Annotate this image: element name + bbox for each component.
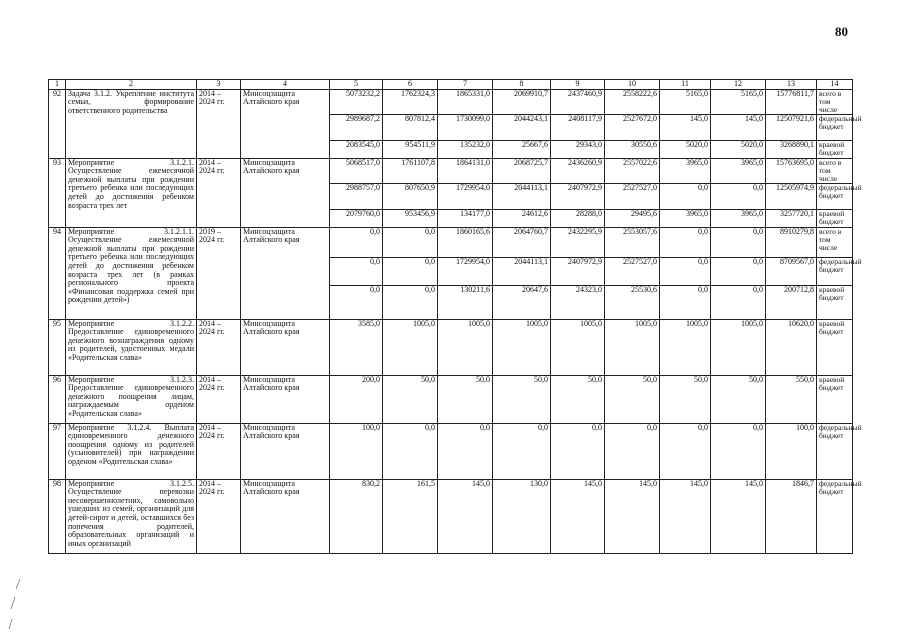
funding-value: 5020,0 <box>660 141 711 158</box>
activity-name: Мероприятие 3.1.2.3. Предоставление единовременного денежного поощрения лицам, награждаемым орденом «Родительская слава» <box>66 375 197 423</box>
funding-value: 161,5 <box>383 479 438 553</box>
funding-value: 0,0 <box>660 227 711 257</box>
funding-value: 2527672,0 <box>605 115 660 141</box>
activity-period: 2019 – 2024 гг. <box>197 227 241 319</box>
funding-value: 200,0 <box>330 375 383 423</box>
funding-value: 3268890,1 <box>766 141 817 158</box>
column-number-row <box>49 80 853 90</box>
funding-value: 5165,0 <box>660 89 711 115</box>
table-row <box>49 423 853 479</box>
funding-value: 100,0 <box>330 423 383 479</box>
funding-value: 3965,0 <box>660 158 711 184</box>
page-number: 80 <box>835 24 848 39</box>
funding-value: 50,0 <box>605 375 660 423</box>
funding-value: 2079760,0 <box>330 210 383 227</box>
funding-value: 50,0 <box>438 375 493 423</box>
activity-name: Мероприятие 3.1.2.2. Предоставление единовременного денежного вознаграждения одному из родителей, удостоенных медали «Родительская слава» <box>66 319 197 375</box>
funding-value: 1865331,0 <box>438 89 493 115</box>
funding-source: краевой бюджет <box>817 210 853 227</box>
funding-value: 3257720,1 <box>766 210 817 227</box>
activity-name: Мероприятие 3.1.2.1.1. Осуществление ежемесячной денежной выплаты при рождении третьего ребенка или последующих детей до достижения ребенком возраста трех лет (в рамках регионального проекта «Финансовая поддержка семей при рождении детей») <box>66 227 197 319</box>
responsible-executor: Минсоцзащита Алтайского края <box>241 423 330 479</box>
funding-value: 28288,0 <box>551 210 605 227</box>
funding-value: 145,0 <box>711 115 766 141</box>
funding-source: всего в том числе <box>817 89 853 115</box>
funding-value: 0,0 <box>330 257 383 285</box>
funding-source: краевой бюджет <box>817 285 853 319</box>
funding-value: 29495,6 <box>605 210 660 227</box>
funding-source: федеральный бюджет <box>817 115 853 141</box>
row-number: 93 <box>49 158 66 227</box>
responsible-executor: Минсоцзащита Алтайского края <box>241 319 330 375</box>
funding-value: 0,0 <box>605 423 660 479</box>
funding-value: 15776811,7 <box>766 89 817 115</box>
funding-value: 1864131,0 <box>438 158 493 184</box>
funding-value: 0,0 <box>330 227 383 257</box>
funding-value: 12505974,9 <box>766 184 817 210</box>
funding-value: 0,0 <box>660 257 711 285</box>
funding-value: 1005,0 <box>493 319 551 375</box>
funding-value: 0,0 <box>660 285 711 319</box>
funding-source: краевой бюджет <box>817 375 853 423</box>
funding-value: 5068517,0 <box>330 158 383 184</box>
funding-value: 145,0 <box>605 479 660 553</box>
funding-value: 2044113,1 <box>493 184 551 210</box>
activity-period: 2014 – 2024 гг. <box>197 375 241 423</box>
funding-value: 2988757,0 <box>330 184 383 210</box>
activity-period: 2014 – 2024 гг. <box>197 158 241 227</box>
funding-value: 953456,9 <box>383 210 438 227</box>
funding-value: 50,0 <box>493 375 551 423</box>
funding-value: 25667,6 <box>493 141 551 158</box>
funding-value: 2407972,9 <box>551 184 605 210</box>
funding-source: федеральный бюджет <box>817 257 853 285</box>
funding-value: 145,0 <box>438 479 493 553</box>
funding-value: 135232,0 <box>438 141 493 158</box>
funding-value: 0,0 <box>383 257 438 285</box>
funding-value: 0,0 <box>330 285 383 319</box>
responsible-executor: Минсоцзащита Алтайского края <box>241 375 330 423</box>
activity-name: Задача 3.1.2. Укрепление института семьи, формирование ответственного родительства <box>66 89 197 158</box>
funding-value: 0,0 <box>383 285 438 319</box>
funding-source: краевой бюджет <box>817 319 853 375</box>
column-number-1: 1 <box>49 80 66 90</box>
funding-value: 0,0 <box>438 423 493 479</box>
funding-source: федеральный бюджет <box>817 184 853 210</box>
funding-value: 550,0 <box>766 375 817 423</box>
table-row <box>49 479 853 553</box>
funding-source: краевой бюджет <box>817 141 853 158</box>
funding-value: 1730099,0 <box>438 115 493 141</box>
funding-value: 0,0 <box>493 423 551 479</box>
funding-value: 2408117,9 <box>551 115 605 141</box>
activity-period: 2014 – 2024 гг. <box>197 423 241 479</box>
funding-value: 0,0 <box>383 227 438 257</box>
table-row <box>49 227 853 257</box>
funding-value: 50,0 <box>383 375 438 423</box>
funding-value: 2437460,9 <box>551 89 605 115</box>
funding-value: 1005,0 <box>711 319 766 375</box>
funding-value: 2989687,2 <box>330 115 383 141</box>
column-number-14: 14 <box>817 80 853 90</box>
table-body <box>49 88 862 553</box>
funding-value: 1729954,0 <box>438 184 493 210</box>
column-number-8: 8 <box>493 80 551 90</box>
funding-value: 2068725,7 <box>493 158 551 184</box>
funding-source: всего в том числе <box>817 158 853 184</box>
funding-value: 100,0 <box>766 423 817 479</box>
funding-value: 0,0 <box>660 423 711 479</box>
funding-value: 0,0 <box>711 257 766 285</box>
funding-value: 12507921,6 <box>766 115 817 141</box>
funding-value: 8910279,8 <box>766 227 817 257</box>
funding-value: 0,0 <box>711 423 766 479</box>
responsible-executor: Минсоцзащита Алтайского края <box>241 479 330 553</box>
funding-value: 807812,4 <box>383 115 438 141</box>
table-row <box>49 89 853 115</box>
funding-value: 1860165,6 <box>438 227 493 257</box>
funding-value: 2557022,6 <box>605 158 660 184</box>
responsible-executor: Минсоцзащита Алтайского края <box>241 89 330 158</box>
funding-value: 2044243,1 <box>493 115 551 141</box>
funding-value: 5165,0 <box>711 89 766 115</box>
table-row <box>49 375 853 423</box>
activity-name: Мероприятие 3.1.2.1. Осуществление ежемесячной денежной выплаты при рождении третьего ребенка или последующих детей до достижения ребенком возраста трех лет <box>66 158 197 227</box>
funding-source: федеральный бюджет <box>817 479 853 553</box>
funding-value: 145,0 <box>660 479 711 553</box>
funding-value: 0,0 <box>383 423 438 479</box>
row-number: 95 <box>49 319 66 375</box>
funding-value: 2064760,7 <box>493 227 551 257</box>
funding-value: 2083545,0 <box>330 141 383 158</box>
funding-value: 1761107,8 <box>383 158 438 184</box>
column-number-6: 6 <box>383 80 438 90</box>
column-number-10: 10 <box>605 80 660 90</box>
funding-value: 5073232,2 <box>330 89 383 115</box>
funding-value: 1729954,0 <box>438 257 493 285</box>
table-row <box>49 319 853 375</box>
funding-value: 130211,6 <box>438 285 493 319</box>
funding-value: 3585,0 <box>330 319 383 375</box>
funding-value: 2553057,6 <box>605 227 660 257</box>
funding-value: 134177,0 <box>438 210 493 227</box>
activity-period: 2014 – 2024 гг. <box>197 319 241 375</box>
funding-value: 1005,0 <box>605 319 660 375</box>
program-table <box>48 79 862 554</box>
column-number-13: 13 <box>766 80 817 90</box>
funding-value: 10620,0 <box>766 319 817 375</box>
funding-value: 0,0 <box>711 227 766 257</box>
funding-value: 2558222,6 <box>605 89 660 115</box>
column-number-5: 5 <box>330 80 383 90</box>
funding-value: 145,0 <box>551 479 605 553</box>
funding-value: 3965,0 <box>711 210 766 227</box>
funding-value: 5020,0 <box>711 141 766 158</box>
funding-value: 1846,7 <box>766 479 817 553</box>
funding-value: 830,2 <box>330 479 383 553</box>
funding-value: 24323,0 <box>551 285 605 319</box>
funding-value: 1005,0 <box>551 319 605 375</box>
funding-value: 2044113,1 <box>493 257 551 285</box>
funding-value: 2527527,0 <box>605 184 660 210</box>
column-number-11: 11 <box>660 80 711 90</box>
margin-scribble-mark <box>6 575 46 635</box>
funding-value: 2527527,0 <box>605 257 660 285</box>
funding-value: 145,0 <box>711 479 766 553</box>
funding-value: 145,0 <box>660 115 711 141</box>
responsible-executor: Минсоцзащита Алтайского края <box>241 227 330 319</box>
funding-value: 29343,0 <box>551 141 605 158</box>
row-number: 96 <box>49 375 66 423</box>
activity-period: 2014 – 2024 гг. <box>197 479 241 553</box>
funding-value: 2432295,9 <box>551 227 605 257</box>
funding-value: 1005,0 <box>438 319 493 375</box>
funding-value: 1762324,3 <box>383 89 438 115</box>
funding-value: 1005,0 <box>383 319 438 375</box>
funding-value: 15763695,0 <box>766 158 817 184</box>
funding-value: 807650,9 <box>383 184 438 210</box>
row-number: 94 <box>49 227 66 319</box>
funding-value: 2069910,7 <box>493 89 551 115</box>
row-number: 92 <box>49 89 66 158</box>
funding-value: 50,0 <box>711 375 766 423</box>
funding-value: 1005,0 <box>660 319 711 375</box>
activity-name: Мероприятие 3.1.2.4. Выплата единовременного денежного поощрения одному из родителей (усыновителей) при награждении орденом «Родительская слава» <box>66 423 197 479</box>
row-number: 98 <box>49 479 66 553</box>
funding-value: 0,0 <box>711 184 766 210</box>
funding-value: 2407972,9 <box>551 257 605 285</box>
funding-source: всего в том числе <box>817 227 853 257</box>
funding-value: 25530,6 <box>605 285 660 319</box>
funding-value: 20647,6 <box>493 285 551 319</box>
funding-value: 0,0 <box>551 423 605 479</box>
funding-value: 954511,9 <box>383 141 438 158</box>
column-number-2: 2 <box>66 80 197 90</box>
funding-value: 2436260,9 <box>551 158 605 184</box>
table-row <box>49 158 853 184</box>
funding-source: федеральный бюджет <box>817 423 853 479</box>
funding-value: 3965,0 <box>711 158 766 184</box>
row-number: 97 <box>49 423 66 479</box>
activity-name: Мероприятие 3.1.2.5. Осуществление перевозки несовершеннолетних, самовольно ушедших из семей, организаций для детей-сирот и детей, оставшихся без попечения родителей, образовательных организаций и иных организаций <box>66 479 197 553</box>
column-number-9: 9 <box>551 80 605 90</box>
funding-value: 50,0 <box>660 375 711 423</box>
funding-value: 8709567,0 <box>766 257 817 285</box>
column-number-3: 3 <box>197 80 241 90</box>
column-number-4: 4 <box>241 80 330 90</box>
column-number-7: 7 <box>438 80 493 90</box>
funding-value: 200712,8 <box>766 285 817 319</box>
funding-value: 24612,6 <box>493 210 551 227</box>
funding-value: 3965,0 <box>660 210 711 227</box>
funding-value: 130,0 <box>493 479 551 553</box>
responsible-executor: Минсоцзащита Алтайского края <box>241 158 330 227</box>
funding-value: 30550,6 <box>605 141 660 158</box>
column-number-12: 12 <box>711 80 766 90</box>
funding-value: 0,0 <box>711 285 766 319</box>
funding-value: 50,0 <box>551 375 605 423</box>
funding-value: 0,0 <box>660 184 711 210</box>
activity-period: 2014 – 2024 гг. <box>197 89 241 158</box>
